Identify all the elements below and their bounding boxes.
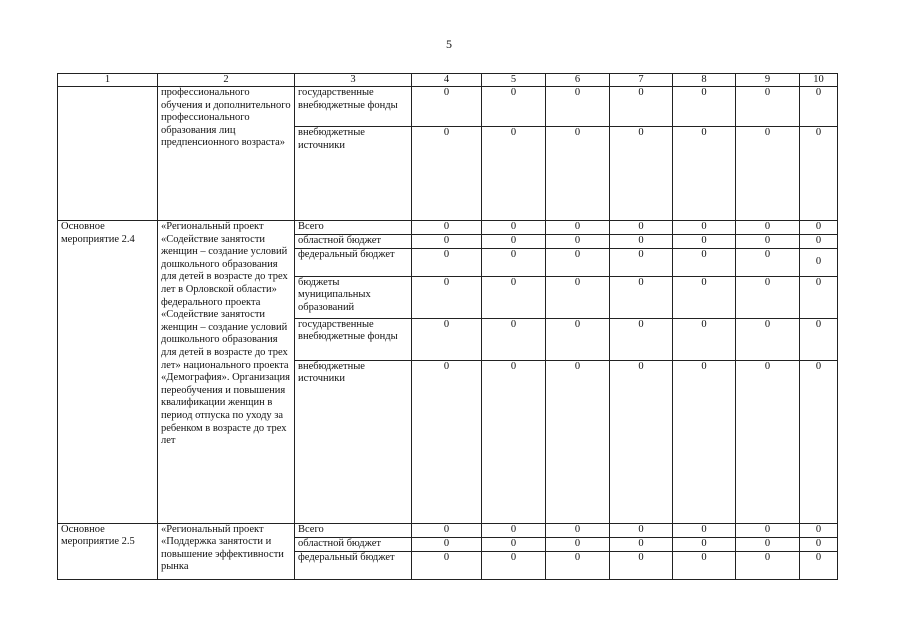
value-cell: 0 [546, 127, 610, 221]
value-cell: 0 [412, 360, 482, 523]
value-cell: 0 [546, 551, 610, 579]
value-cell: 0 [673, 523, 736, 537]
description-cell-2-5: «Региональный проект «Поддержка занятости и повышение эффективности рынка [158, 523, 295, 579]
value-cell: 0 [482, 234, 546, 248]
column-header: 3 [295, 74, 412, 87]
value-cell: 0 [800, 87, 838, 127]
value-cell: 0 [482, 360, 546, 523]
value-cell: 0 [610, 551, 673, 579]
value-cell: 0 [673, 360, 736, 523]
column-header: 5 [482, 74, 546, 87]
value-cell: 0 [546, 221, 610, 235]
value-cell: 0 [800, 248, 838, 276]
value-cell: 0 [546, 360, 610, 523]
value-cell: 0 [736, 234, 800, 248]
value-cell: 0 [412, 276, 482, 318]
value-cell: 0 [546, 318, 610, 360]
funding-source-cell: внебюджетные источники [295, 127, 412, 221]
funding-table [57, 73, 838, 580]
value-cell: 0 [546, 87, 610, 127]
value-cell: 0 [610, 234, 673, 248]
funding-source-cell: государственные внебюджетные фонды [295, 318, 412, 360]
value-cell: 0 [412, 127, 482, 221]
value-cell: 0 [546, 248, 610, 276]
value-cell: 0 [610, 276, 673, 318]
value-cell: 0 [800, 318, 838, 360]
value-cell: 0 [412, 551, 482, 579]
value-cell: 0 [546, 276, 610, 318]
value-cell: 0 [412, 537, 482, 551]
value-cell: 0 [673, 127, 736, 221]
event-cell-2-5: Основное мероприятие 2.5 [58, 523, 158, 579]
value-cell: 0 [736, 276, 800, 318]
header-row [58, 74, 838, 87]
description-cell-continued: профессионального обучения и дополнительного профессионального образования лиц предпенсионного возраста» [158, 87, 295, 221]
value-cell: 0 [736, 360, 800, 523]
value-cell: 0 [546, 523, 610, 537]
table-body [58, 74, 838, 580]
value-cell: 0 [610, 537, 673, 551]
value-cell: 0 [736, 551, 800, 579]
value-cell: 0 [482, 523, 546, 537]
column-header: 8 [673, 74, 736, 87]
column-header: 6 [546, 74, 610, 87]
value-cell: 0 [800, 551, 838, 579]
value-cell: 0 [800, 127, 838, 221]
value-cell: 0 [736, 318, 800, 360]
event-cell-continued [58, 87, 158, 221]
funding-source-cell: Всего [295, 221, 412, 235]
funding-source-cell: федеральный бюджет [295, 248, 412, 276]
value-cell: 0 [482, 127, 546, 221]
value-cell: 0 [736, 221, 800, 235]
value-cell: 0 [412, 221, 482, 235]
table-row [58, 221, 838, 235]
funding-source-cell: бюджеты муниципальных образований [295, 276, 412, 318]
column-header: 1 [58, 74, 158, 87]
value-cell: 0 [482, 537, 546, 551]
value-cell: 0 [800, 234, 838, 248]
column-header: 9 [736, 74, 800, 87]
value-cell: 0 [800, 276, 838, 318]
value-cell: 0 [673, 318, 736, 360]
funding-source-cell: областной бюджет [295, 234, 412, 248]
value-cell: 0 [800, 537, 838, 551]
value-cell: 0 [412, 318, 482, 360]
value-cell: 0 [800, 523, 838, 537]
description-cell-2-4: «Региональный проект «Содействие занятости женщин – создание условий дошкольного образования для детей в возрасте до трех лет в Орловской области» федерального проекта «Содействие занятости женщин – создание условий дошкольного образования для детей в возрасте до трех лет» национального проекта «Демография». Организация переобучения и повышения квалификации женщин в период отпуска по уходу за ребенком в возрасте до трех лет [158, 221, 295, 524]
value-cell: 0 [482, 221, 546, 235]
event-cell-2-4: Основное мероприятие 2.4 [58, 221, 158, 524]
value-cell: 0 [736, 523, 800, 537]
value-cell: 0 [800, 360, 838, 523]
value-cell: 0 [482, 276, 546, 318]
value-cell: 0 [800, 221, 838, 235]
value-cell: 0 [673, 276, 736, 318]
value-cell: 0 [482, 551, 546, 579]
column-header: 7 [610, 74, 673, 87]
funding-source-cell: Всего [295, 523, 412, 537]
value-cell: 0 [610, 523, 673, 537]
value-cell: 0 [546, 537, 610, 551]
column-header: 10 [800, 74, 838, 87]
table-row [58, 87, 838, 127]
value-cell: 0 [673, 551, 736, 579]
value-cell: 0 [736, 537, 800, 551]
funding-source-cell: государственные внебюджетные фонды [295, 87, 412, 127]
value-cell: 0 [412, 87, 482, 127]
value-cell: 0 [482, 248, 546, 276]
value-cell: 0 [673, 537, 736, 551]
funding-source-cell: областной бюджет [295, 537, 412, 551]
value-cell: 0 [482, 87, 546, 127]
value-cell: 0 [736, 87, 800, 127]
column-header: 2 [158, 74, 295, 87]
funding-source-cell: внебюджетные источники [295, 360, 412, 523]
column-header: 4 [412, 74, 482, 87]
value-cell: 0 [412, 248, 482, 276]
value-cell: 0 [673, 87, 736, 127]
value-cell: 0 [546, 234, 610, 248]
value-cell: 0 [610, 221, 673, 235]
value-cell: 0 [610, 360, 673, 523]
value-cell: 0 [736, 127, 800, 221]
value-cell: 0 [610, 318, 673, 360]
value-cell: 0 [736, 248, 800, 276]
page-number: 5 [446, 37, 452, 51]
value-cell: 0 [673, 248, 736, 276]
funding-source-cell: федеральный бюджет [295, 551, 412, 579]
value-cell: 0 [412, 234, 482, 248]
value-cell: 0 [673, 221, 736, 235]
value-cell: 0 [610, 87, 673, 127]
value-cell: 0 [412, 523, 482, 537]
value-cell: 0 [610, 127, 673, 221]
table-row [58, 523, 838, 537]
value-cell: 0 [482, 318, 546, 360]
value-cell: 0 [673, 234, 736, 248]
value-cell: 0 [610, 248, 673, 276]
